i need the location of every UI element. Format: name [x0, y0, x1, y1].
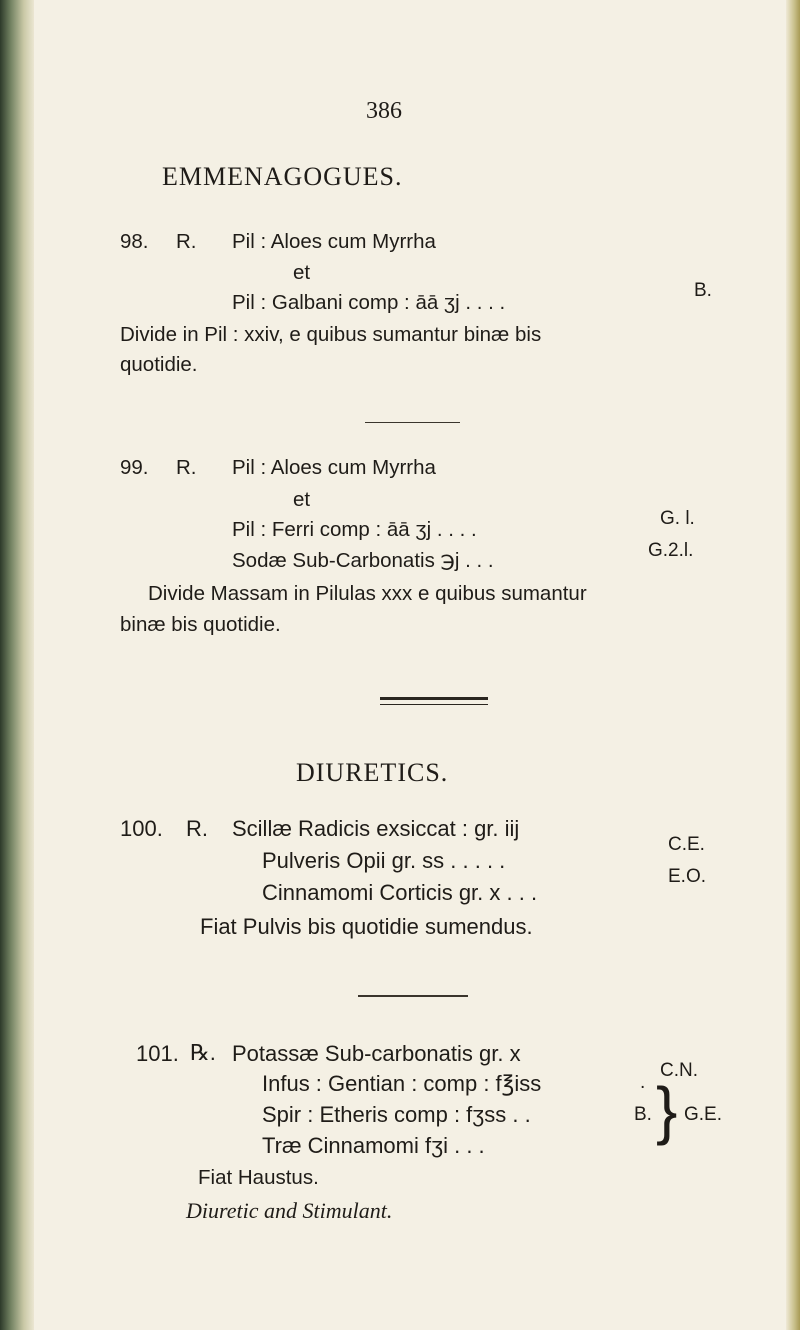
recipe-101-direction: Fiat Haustus. — [198, 1166, 319, 1189]
recipe-99-source-1: G. l. — [660, 508, 695, 529]
recipe-98-number: 98. — [120, 230, 149, 253]
recipe-101-number: 101. — [136, 1041, 179, 1066]
recipe-98-line-1: Pil : Aloes cum Myrrha — [232, 230, 436, 253]
recipe-101-symbol: ℞. — [190, 1040, 216, 1065]
recipe-99-symbol: R. — [176, 456, 197, 479]
separator-rule-2 — [358, 995, 468, 997]
recipe-99-line-1: Pil : Aloes cum Myrrha — [232, 456, 436, 479]
section-title-emmenagogues: EMMENAGOGUES. — [162, 162, 403, 191]
separator-rule — [365, 422, 460, 423]
recipe-101-source-2-right: G.E. — [684, 1104, 723, 1125]
recipe-99-source-2: G.2.l. — [648, 540, 694, 561]
recipe-100-line-2: Pulveris Opii gr. ss . . . . . — [262, 848, 506, 873]
page-right-edge — [786, 0, 800, 1330]
recipe-99-direction-1: Divide Massam in Pilulas xxx e quibus sumantur — [148, 582, 587, 605]
recipe-99-number: 99. — [120, 456, 149, 479]
recipe-98-line-2: Pil : Galbani comp : āā ʒj . . . . — [232, 291, 506, 314]
recipe-99-line-3: Sodæ Sub-Carbonatis ℈j . . . — [232, 549, 494, 572]
recipe-101-line-4: Træ Cinnamomi fʒi . . . — [262, 1133, 485, 1158]
recipe-99-line-2: Pil : Ferri comp : āā ʒj . . . . — [232, 518, 477, 541]
recipe-100-number: 100. — [120, 816, 163, 841]
section-title-diuretics: DIURETICS. — [296, 758, 449, 787]
double-rule-bottom — [380, 704, 488, 705]
recipe-101-line-2: Infus : Gentian : comp : f℥iss — [262, 1071, 542, 1096]
recipe-100-line-3: Cinnamomi Corticis gr. x . . . — [262, 880, 538, 905]
recipe-100-line-1: Scillæ Radicis exsiccat : gr. iij — [232, 816, 520, 841]
recipe-98-source: B. — [694, 280, 712, 301]
recipe-100-symbol: R. — [186, 816, 208, 841]
recipe-101-note: Diuretic and Stimulant. — [186, 1198, 393, 1223]
recipe-101-source-1: C.N. — [660, 1060, 698, 1081]
recipe-100-direction: Fiat Pulvis bis quotidie sumendus. — [200, 914, 533, 939]
recipe-100-source-2: E.O. — [668, 866, 707, 887]
recipe-101-line-3: Spir : Etheris comp : fʒss . . — [262, 1102, 531, 1127]
recipe-101-line-1: Potassæ Sub-carbonatis gr. x — [232, 1041, 521, 1066]
recipe-99-direction-2: binæ bis quotidie. — [120, 613, 281, 636]
recipe-98-direction-1: Divide in Pil : xxiv, e quibus sumantur binæ bis — [120, 323, 542, 346]
recipe-101-dot: . — [640, 1072, 646, 1093]
page-number: 386 — [366, 98, 402, 124]
recipe-98-direction-2: quotidie. — [120, 353, 198, 376]
recipe-101-source-2-left: B. — [634, 1104, 652, 1125]
recipe-101-brace-icon: } — [656, 1074, 678, 1146]
recipe-98-et: et — [293, 261, 311, 284]
recipe-98-symbol: R. — [176, 230, 197, 253]
double-rule-top — [380, 697, 488, 700]
recipe-99-et: et — [293, 488, 311, 511]
book-binding-edge — [0, 0, 34, 1330]
recipe-100-source-1: C.E. — [668, 834, 705, 855]
